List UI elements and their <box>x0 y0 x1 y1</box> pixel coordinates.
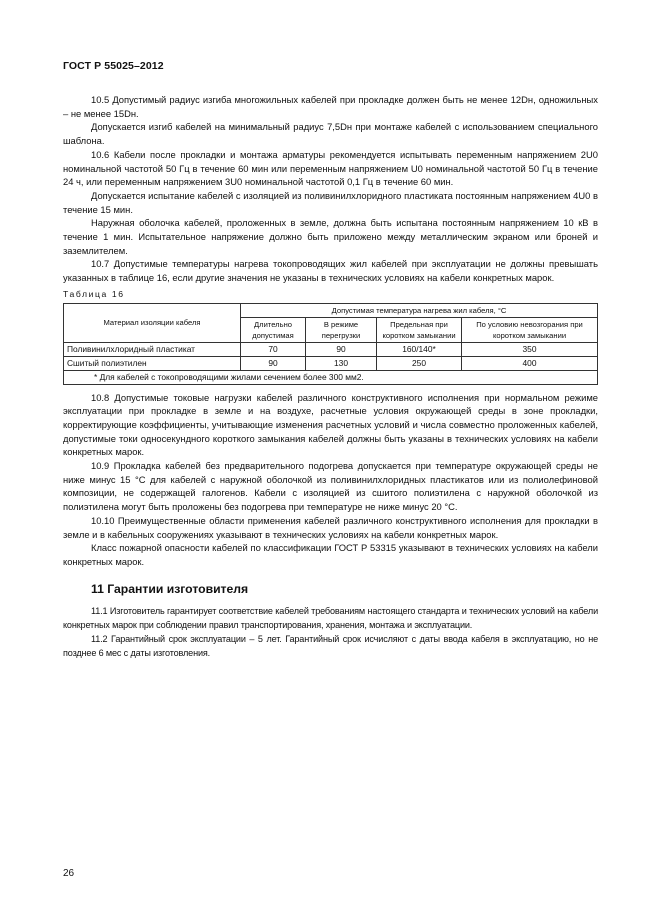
section-11-title: 11 Гарантии изготовителя <box>91 581 249 596</box>
cell-long-term: 90 <box>241 356 306 370</box>
paragraph-10-5: 10.5 Допустимый радиус изгиба многожильных кабелей при прокладке должен быть не менее 12Dн, одножильных – не менее 15Dн. <box>63 94 598 119</box>
cell-non-ignition: 350 <box>462 342 598 356</box>
cell-overload: 130 <box>306 356 377 370</box>
paragraph-10-6-sheath: Наружная оболочка кабелей, проложенных в земле, должна быть испытана постоянным напряжением 10 кВ в течение 1 мин. Испытательное напряжение должно быть приложено между металлическим экраном или броней и заземлителем. <box>63 217 598 256</box>
cell-material: Сшитый полиэтилен <box>64 356 241 370</box>
section-11-body <box>63 605 598 660</box>
main-content <box>63 93 598 660</box>
paragraph-10-10: 10.10 Преимущественные области применения кабелей различного конструктивного исполнения для прокладки в земле и в кабельных сооружениях указывают в технических условиях на кабели конкретных марок. <box>63 514 598 540</box>
table-row <box>64 342 598 356</box>
header-material: Материал изоляции кабеля <box>64 303 241 342</box>
cell-short-circuit: 160/140* <box>377 342 462 356</box>
table-footnote: * Для кабелей с токопроводящими жилами сечением более 300 мм2. <box>64 370 598 384</box>
cell-overload: 90 <box>306 342 377 356</box>
header-long-term: Длительно допустимая <box>241 317 306 342</box>
header-non-ignition: По условию невозгорания при коротком замыкании <box>462 317 598 342</box>
paragraph-10-7: 10.7 Допустимые температуры нагрева токопроводящих жил кабелей при эксплуатации не должны превышать указанных в таблице 16, если другие значения не указаны в технических условиях на кабели конкретных марок. <box>63 258 598 284</box>
temperature-table <box>63 303 598 385</box>
paragraph-10-10-fire-class: Класс пожарной опасности кабелей по классификации ГОСТ Р 53315 указывают в технических условиях на кабели конкретных марок. <box>63 542 598 567</box>
table-row <box>64 356 598 370</box>
document-header: ГОСТ Р 55025–2012 <box>63 60 164 72</box>
cell-material: Поливинилхлоридный пластикат <box>64 342 241 356</box>
cell-short-circuit: 250 <box>377 356 462 370</box>
paragraph-11-1: 11.1 Изготовитель гарантирует соответствие кабелей требованиям настоящего стандарта и технических условий на кабели конкретных марок при соблюдении правил транспортирования, хранения, монтажа и эксплуатации. <box>63 606 598 631</box>
page-number: 26 <box>63 868 75 879</box>
cell-long-term: 70 <box>241 342 306 356</box>
paragraph-11-2: 11.2 Гарантийный срок эксплуатации – 5 лет. Гарантийный срок исчисляют с даты ввода кабеля в эксплуатацию, но не позднее 6 мес с даты изготовления. <box>63 633 598 658</box>
paragraph-10-9: 10.9 Прокладка кабелей без предварительного подогрева допускается при температуре окружающей среды не ниже минус 15 °С для кабелей с наружной оболочкой из поливинилхлоридных пластикатов или из полиолефиновой композиции, не содержащей галогенов. Кабели с изоляцией из сшитого полиэтилена с наружной оболочкой из полиэтилена могут быть проложены без подогрева при температуре не ниже минус 20 °С. <box>63 460 598 513</box>
header-temperature-group: Допустимая температура нагрева жил кабеля, °С <box>241 303 598 317</box>
header-short-circuit: Предельная при коротком замыкании <box>377 317 462 342</box>
table-caption: Таблица 16 <box>63 288 125 299</box>
paragraph-10-6: 10.6 Кабели после прокладки и монтажа арматуры рекомендуется испытывать переменным напряжением 2U0 номинальной частотой 50 Гц в течение 60 мин или переменным напряжением U0 номинальной частотой 50 Гц в течение 24 ч, или переменным напряжением 3U0 номинальной частотой 0,1 Гц в течение 60 мин. <box>63 148 598 188</box>
cell-non-ignition: 400 <box>462 356 598 370</box>
paragraph-10-8: 10.8 Допустимые токовые нагрузки кабелей различного конструктивного исполнения при нормальном режиме эксплуатации при прокладке в земле и на воздухе, расчетные условия окружающей среды в зоне прокладки, корректирующие коэффициенты, учитывающие изменения расчетных условий и числа совместно проложенных кабелей, допустимые токи односекундного короткого замыкания кабелей должны быть указаны в технических условиях на кабели конкретных марок. <box>63 391 598 458</box>
paragraph-10-6-pvc: Допускается испытание кабелей с изоляцией из поливинилхлоридного пластиката постоянным напряжением 4U0 в течение 15 мин. <box>63 189 598 215</box>
header-overload: В режиме перегрузки <box>306 317 377 342</box>
paragraph-10-5-note: Допускается изгиб кабелей на минимальный радиус 7,5Dн при монтаже кабелей с использованием специального шаблона. <box>63 121 598 147</box>
